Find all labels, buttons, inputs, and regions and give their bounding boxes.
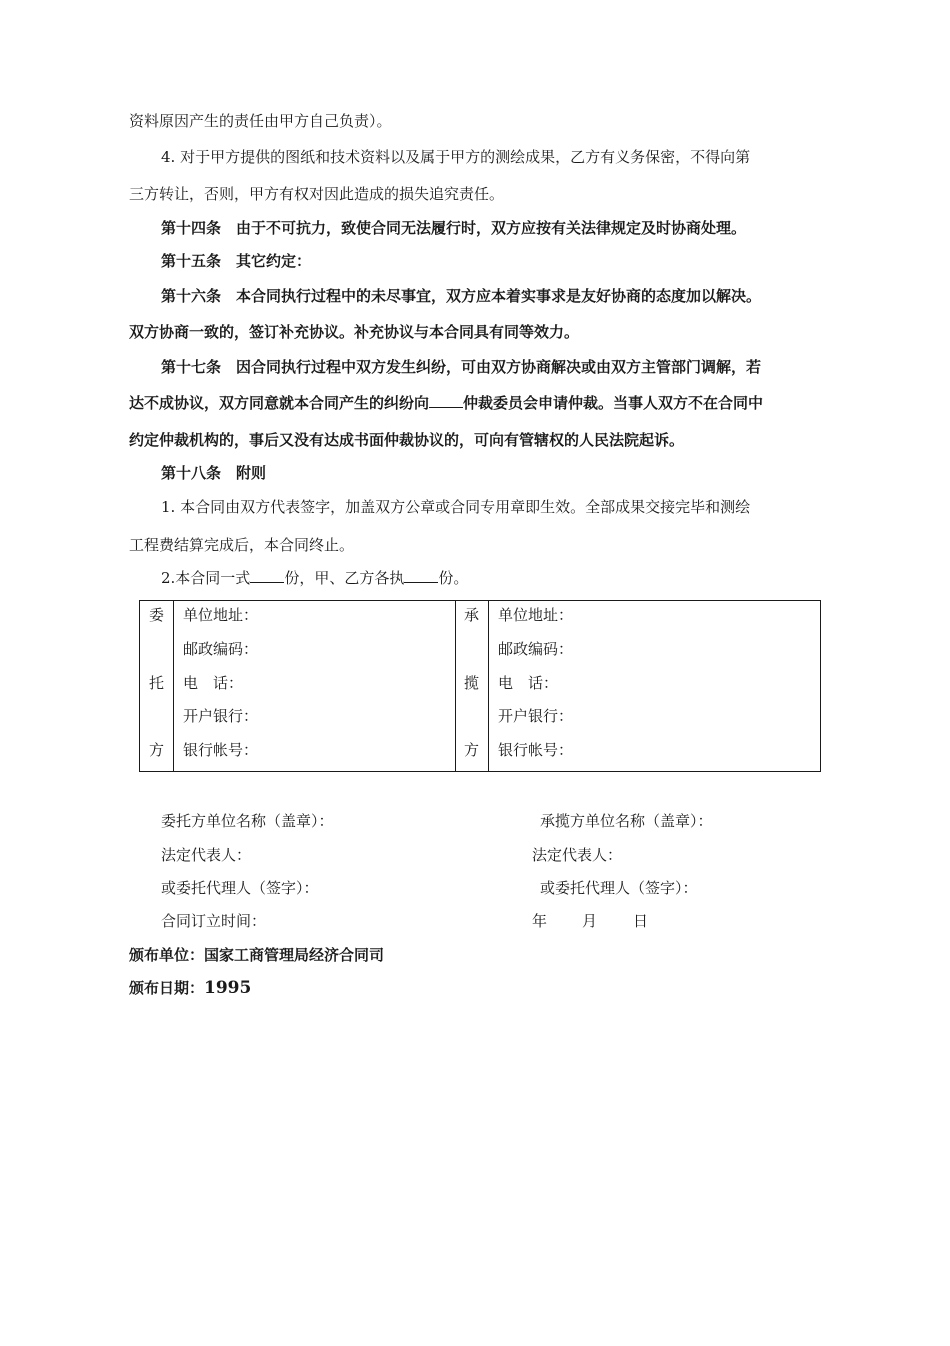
paragraph-line: 三方转让，否则，甲方有权对因此造成的损失追究责任。 <box>129 185 505 203</box>
paragraph-line: 资料原因产生的责任由甲方自己负责）。 <box>129 112 392 130</box>
article-16-line-2: 双方协商一致的，签订补充协议。补充协议与本合同具有同等效力。 <box>129 323 580 341</box>
article-15: 第十五条 其它约定： <box>161 252 312 270</box>
client-label-char: 方 <box>149 741 165 759</box>
copies-text-1: 2.本合同一式 <box>161 569 251 587</box>
client-label-char: 托 <box>149 674 165 692</box>
client-agent-sign: 或委托代理人（签字）： <box>161 879 319 897</box>
issue-date-line <box>129 978 251 998</box>
copies-text-2: 份，甲、乙方各执 <box>284 569 405 587</box>
contract-date-label: 合同订立时间： <box>161 912 267 930</box>
contractor-phone-field: 电 话： <box>498 674 559 692</box>
contractor-label-char: 方 <box>464 741 480 759</box>
paragraph-line: 4. 对于甲方提供的图纸和技术资料以及属于甲方的测绘成果，乙方有义务保密，不得向第 <box>161 148 751 166</box>
article-17-text-after-blank: 仲裁委员会申请仲裁。当事人双方不在合同中 <box>463 394 764 412</box>
contractor-bank-field: 开户银行： <box>498 707 574 725</box>
article-17-line-3: 约定仲裁机构的，事后又没有达成书面仲裁协议的，可向有管辖权的人民法院起诉。 <box>129 431 685 449</box>
contractor-agent-sign: 或委托代理人（签字）： <box>540 879 698 897</box>
client-address-field: 单位地址： <box>183 606 259 624</box>
client-legal-rep: 法定代表人： <box>161 846 252 864</box>
table-divider <box>173 601 174 771</box>
party-info-table <box>139 600 821 772</box>
contractor-label-char: 承 <box>464 606 480 624</box>
contractor-account-field: 银行帐号： <box>498 741 574 759</box>
table-divider <box>455 601 456 771</box>
contractor-address-field: 单位地址： <box>498 606 574 624</box>
contractor-name-seal: 承揽方单位名称（盖章）： <box>540 812 713 830</box>
client-postcode-field: 邮政编码： <box>183 640 259 658</box>
issue-date-label: 颁布日期： <box>129 979 205 997</box>
contractor-postcode-field: 邮政编码： <box>498 640 574 658</box>
article-17-line-2 <box>129 393 763 413</box>
arbitration-blank <box>429 393 463 408</box>
article-18-item-1-line-1: 1. 本合同由双方代表签字，加盖双方公章或合同专用章即生效。全部成果交接完毕和测绘 <box>161 498 751 516</box>
article-18: 第十八条 附则 <box>161 464 267 482</box>
client-name-seal: 委托方单位名称（盖章）： <box>161 812 334 830</box>
copies-total-blank <box>250 568 284 583</box>
article-18-item-1-line-2: 工程费结算完成后，本合同终止。 <box>129 536 355 554</box>
article-17-text-before-blank: 达不成协议，双方同意就本合同产生的纠纷向 <box>129 394 430 412</box>
article-14: 第十四条 由于不可抗力，致使合同无法履行时，双方应按有关法律规定及时协商处理。 <box>161 219 747 237</box>
client-phone-field: 电 话： <box>183 674 244 692</box>
issuer-line: 颁布单位：国家工商管理局经济合同司 <box>129 946 385 964</box>
client-label-char: 委 <box>149 606 165 624</box>
article-18-item-2 <box>161 568 468 588</box>
contract-date-month: 月 <box>582 912 598 930</box>
issue-date-value: 1995 <box>204 978 252 998</box>
article-16-line-1: 第十六条 本合同执行过程中的未尽事宜，双方应本着实事求是友好协商的态度加以解决。 <box>161 287 762 305</box>
table-divider <box>488 601 489 771</box>
client-bank-field: 开户银行： <box>183 707 259 725</box>
contractor-legal-rep: 法定代表人： <box>532 846 623 864</box>
article-17-line-1: 第十七条 因合同执行过程中双方发生纠纷，可由双方协商解决或由双方主管部门调解，若 <box>161 358 762 376</box>
contract-date-year: 年 <box>532 912 548 930</box>
copies-each-blank <box>404 568 438 583</box>
copies-text-3: 份。 <box>438 569 469 587</box>
contractor-label-char: 揽 <box>464 674 480 692</box>
contract-date-day: 日 <box>633 912 649 930</box>
client-account-field: 银行帐号： <box>183 741 259 759</box>
